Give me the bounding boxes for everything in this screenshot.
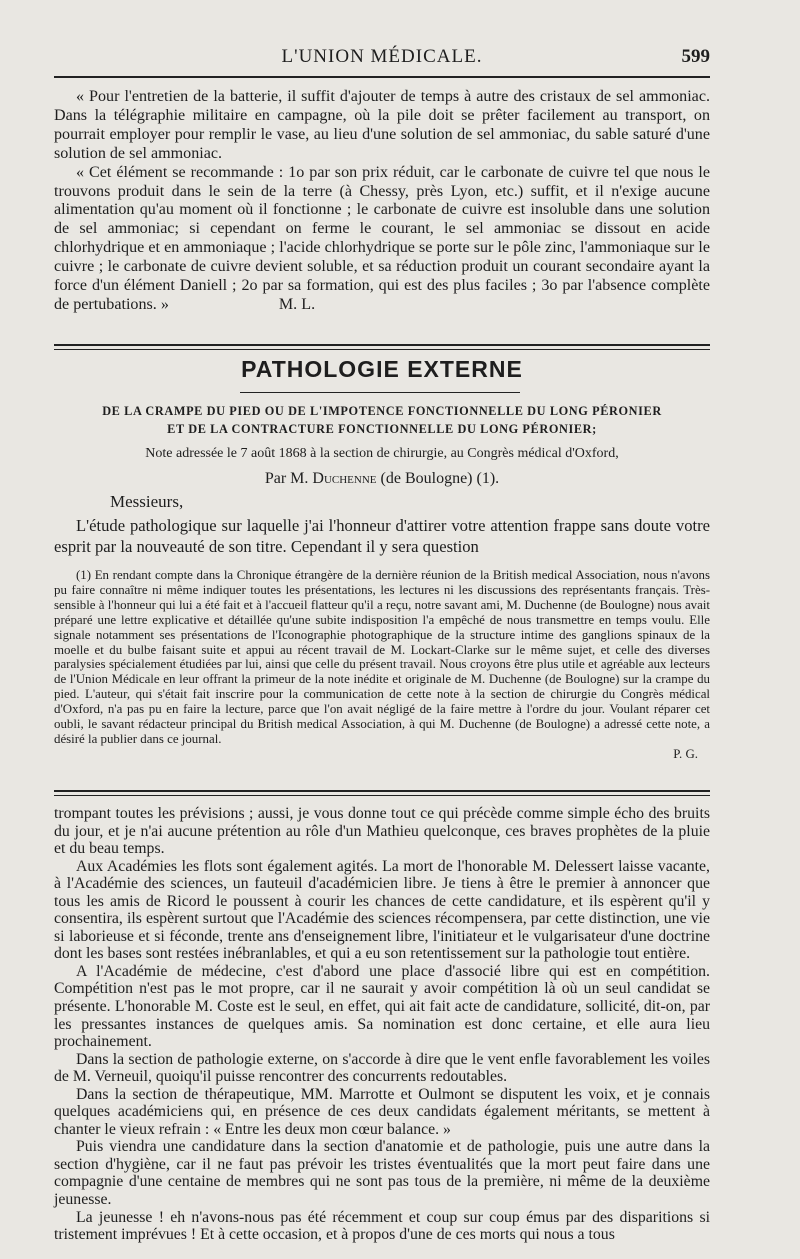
title-underline [240,392,520,393]
bottom-paragraph-4: Dans la section de pathologie externe, on s'accorde à dire que le vent enfle favorablement les voiles de M. Verneuil, quoiqu'il puisse rencontrer des concurrents redoutables. [54,1050,710,1086]
subtitle-line-2: ET DE LA CONTRACTURE FONCTIONNELLE DU LONG PÉRONIER; [167,422,597,436]
page-number: 599 [681,46,710,67]
author-line [54,470,710,488]
footnote-marker: (1) [76,568,92,582]
footnote-divider [54,790,710,796]
header-rule [54,76,710,78]
bottom-paragraph-6: Puis viendra une candidature dans la section d'anatomie et de pathologie, puis une autre dans la section d'hygiène, car il ne faut pas prévoir les tristes éventualités que la mort peut faire dans une compagnie d'une centaine de membres qui ne sont pas tous de la première, ni même de la deuxième jeunesse. [54,1138,710,1209]
section-divider [54,344,710,350]
section-title: PATHOLOGIE EXTERNE [241,356,523,382]
footnote-text [54,568,710,747]
top-paragraph-1: « Pour l'entretien de la batterie, il suffit d'ajouter de temps à autre des cristaux de sel ammoniac. Dans la télégraphie militaire en campagne, où la pile doit se prêter facilement au transport, on pourrait employer pour remplir le vase, au lieu d'une solution de sel ammoniac, du sable saturé d'une solution de sel ammoniac. [54,88,710,162]
footnote [54,568,710,762]
author-prefix: Par M. [264,470,309,487]
bottom-paragraph-1: trompant toutes les prévisions ; aussi, je vous donne tout ce qui précède comme simple écho des bruits du jour, et je n'ai aucune prétention au rôle d'un Mathieu quelconque, ces braves prophètes de la pluie et du beau temps. [54,805,710,858]
salutation: Messieurs, [110,492,184,511]
article-subtitle [54,402,710,438]
top-paragraph-2-text: « Cet élément se recommande : 1o par son prix réduit, car le carbonate de cuivre tel que nous le trouvons produit dans le sein de la terre (à Chessy, près Lyon, etc.) suffit, et il n'exige aucune alimentation qu'au moment où il fonctionne ; le carbonate de cuivre est insoluble dans une solution de sel ammoniac; si cependant on ferme le courant, le sel ammoniac se dissout en acide chlorhydrique et en ammoniaque ; l'acide chlorhydrique se porte sur le pôle zinc, l'ammoniaque sur le cuivre ; le carbonate de cuivre devient soluble, et sa réduction produit un courant secondaire ayant la force d'un élément Daniell ; 2o par sa formation, qui est des plus faciles ; 3o par l'absence complète de pertubations. » [54,163,710,313]
journal-title: L'UNION MÉDICALE. [281,46,483,67]
subtitle-line-1: DE LA CRAMPE DU PIED OU DE L'IMPOTENCE FONCTIONNELLE DU LONG PÉRONIER [102,404,662,418]
intro-paragraph: L'étude pathologique sur laquelle j'ai l'honneur d'attirer votre attention frappe sans doute votre esprit par la nouveauté de son titre. Cependant il y sera question [54,516,710,556]
top-article [54,88,710,315]
footnote-signature: P. G. [673,746,698,761]
bottom-paragraph-7: La jeunesse ! eh n'avons-nous pas été récemment et coup sur coup émus par des disparitions si tristement imprévues ! Et à cette occasion, et à propos d'une de ces morts qui nous a tous [54,1208,710,1244]
bottom-paragraph-2: Aux Académies les flots sont également agités. La mort de l'honorable M. Delessert laisse vacante, à l'Académie des sciences, un fauteuil d'académicien libre. Je tiens à être le premier à annoncer que tous les amis de Ricord le poussent à courir les chances de cette candidature, et ils espèrent qu'il y consentira, ils espèrent surtout que l'Académie des sciences récompensera, par cette distinction, une vie si laborieuse et si féconde, trente ans d'enseignement libre, l'initiateur et le vulgarisateur d'une doctrine dont les bases sont restées inébranlables, et qui a eu son retentissement sur la pathologie tout entière. [54,857,710,963]
bottom-article [54,805,710,1244]
intro-paragraph-block [54,515,710,557]
top-paragraph-2 [54,164,710,315]
page-header [54,44,710,74]
footnote-body: En rendant compte dans la Chronique étrangère de la dernière réunion de la British medical Association, nous n'avons pu faire connaître ni même indiquer toutes les présentations, les lectures ni les discussions des représentants français. Très-sensible à l'honneur qui lui a été fait et à l'accueil flatteur qu'il a reçu, notre savant ami, M. Duchenne (de Boulogne) nous avait préparé une lettre explicative et détaillée qu'une subite indisposition l'a empêché de nous transmettre en temps voulu. Elle signale notamment ses présentations de l'Iconographie photographique de la structure intime des ganglions spinaux de la moelle et du bulbe faisant suite et appui au récent travail de M. Lockart-Clarke sur le même sujet, et celle des diverses paralysies spécialement étudiées par lui, ainsi que celle du présent travail. Nous croyons être plus utile et agréable aux lecteurs de l'Union Médicale en leur offrant la primeur de la note inédite et originale de M. Duchenne (de Boulogne) sur la crampe du pied. L'auteur, qui s'était fait inscrire pour la communication de cette note à la section de chirurgie du Congrès médical d'Oxford, n'a pas pu en faire la lecture, parce que l'on avait négligé de la faire mettre à l'ordre du jour. Voulant réparer cet oubli, le savant rédacteur principal du British medical Association, à qui M. Duchenne (de Boulogne) a adressé cette note, a désiré la publier dans ce journal. [54,568,710,746]
note-line: Note adressée le 7 août 1868 à la section de chirurgie, au Congrès médical d'Oxford, [145,446,619,461]
bottom-paragraph-3: A l'Académie de médecine, c'est d'abord une place d'associé libre qui est en compétition. Compétition n'est pas le mot propre, car il ne saurait y avoir compétition là où un seul candidat se présente. L'honorable M. Coste est le seul, en effet, qui ait fait acte de candidature, sollicité, dit-on, par les pressantes instances de quelques amis. Sa nomination est donc certaine, et elle aura lieu prochainement. [54,962,710,1051]
author-name: Duchenne [312,470,377,487]
bottom-paragraph-5: Dans la section de thérapeutique, MM. Marrotte et Oulmont se disputent les voix, et je connais quelques académiciens qui, en présence de ces deux candidats également méritants, se mettent à chanter le vieux refrain : « Entre les deux mon cœur balance. » [54,1085,710,1138]
author-suffix: (de Boulogne) (1). [380,470,500,487]
top-article-signature: M. L. [278,295,316,313]
